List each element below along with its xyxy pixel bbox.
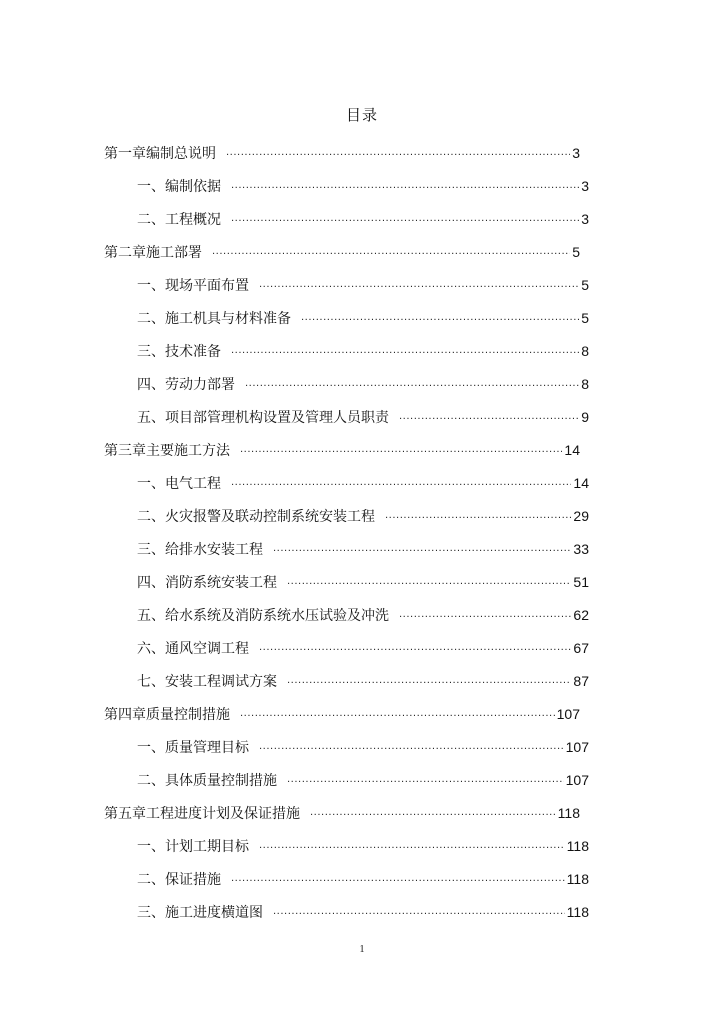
dot-leader (259, 641, 571, 655)
toc-entry-page: 9 (581, 408, 589, 425)
dot-leader (399, 608, 571, 622)
toc-entry-page: 107 (556, 705, 580, 722)
toc-entry-page: 14 (573, 474, 589, 491)
dot-leader (240, 443, 562, 457)
toc-entry-section[interactable] (0, 664, 589, 697)
dot-leader (231, 872, 565, 886)
dot-leader (212, 245, 570, 259)
toc-title: 目录 (345, 106, 378, 124)
toc-entry-page: 33 (573, 540, 589, 557)
toc-entry-label: 五、项目部管理机构设置及管理人员职责 (137, 409, 389, 426)
toc-entry-page: 5 (581, 309, 589, 326)
toc-entry-page: 118 (557, 804, 580, 821)
dot-leader (240, 707, 555, 721)
toc-entry-section[interactable] (0, 499, 589, 532)
toc-entry-label: 一、编制依据 (137, 178, 221, 195)
toc-entry-page: 118 (566, 837, 589, 854)
toc-entry-page: 118 (566, 870, 589, 887)
toc-entry-page: 5 (581, 276, 589, 293)
dot-leader (273, 905, 565, 919)
toc-entry-page: 14 (564, 441, 580, 458)
toc-entry-section[interactable] (0, 829, 589, 862)
toc-list (0, 136, 724, 928)
dot-leader (301, 311, 579, 325)
toc-entry-section[interactable] (0, 532, 589, 565)
toc-entry-chapter-3[interactable] (0, 433, 580, 466)
dot-leader (310, 806, 556, 820)
toc-entry-label: 第一章编制总说明 (104, 145, 216, 162)
toc-entry-label: 二、工程概况 (137, 211, 221, 228)
toc-entry-label: 二、火灾报警及联动控制系统安装工程 (137, 508, 375, 525)
toc-entry-section[interactable] (0, 334, 589, 367)
toc-entry-label: 一、质量管理目标 (137, 739, 249, 756)
toc-entry-section[interactable] (0, 268, 589, 301)
dot-leader (259, 278, 579, 292)
page-number: 1 (359, 944, 365, 955)
toc-entry-label: 二、具体质量控制措施 (137, 772, 277, 789)
dot-leader (385, 509, 571, 523)
toc-entry-section[interactable] (0, 400, 589, 433)
toc-entry-label: 第五章工程进度计划及保证措施 (104, 805, 300, 822)
dot-leader (231, 344, 579, 358)
toc-entry-section[interactable] (0, 367, 589, 400)
toc-entry-section[interactable] (0, 763, 589, 796)
toc-entry-label: 二、保证措施 (137, 871, 221, 888)
toc-entry-chapter-1[interactable] (0, 136, 580, 169)
toc-entry-label: 第三章主要施工方法 (104, 442, 230, 459)
toc-entry-page: 107 (565, 771, 589, 788)
toc-entry-label: 七、安装工程调试方案 (137, 673, 277, 690)
dot-leader (245, 377, 579, 391)
toc-entry-page: 87 (573, 672, 589, 689)
toc-entry-page: 5 (572, 243, 580, 260)
toc-entry-page: 3 (572, 144, 580, 161)
dot-leader (259, 839, 565, 853)
toc-entry-section[interactable] (0, 169, 589, 202)
toc-entry-page: 107 (565, 738, 589, 755)
toc-entry-chapter-5[interactable] (0, 796, 580, 829)
toc-entry-page: 3 (581, 210, 589, 227)
toc-entry-section[interactable] (0, 862, 589, 895)
toc-entry-label: 六、通风空调工程 (137, 640, 249, 657)
dot-leader (259, 740, 564, 754)
toc-entry-page: 29 (573, 507, 589, 524)
toc-entry-section[interactable] (0, 895, 589, 928)
dot-leader (287, 575, 571, 589)
toc-entry-label: 三、技术准备 (137, 343, 221, 360)
dot-leader (399, 410, 579, 424)
toc-entry-section[interactable] (0, 301, 589, 334)
toc-entry-label: 二、施工机具与材料准备 (137, 310, 291, 327)
toc-entry-section[interactable] (0, 598, 589, 631)
toc-entry-section[interactable] (0, 631, 589, 664)
dot-leader (231, 212, 579, 226)
toc-entry-section[interactable] (0, 565, 589, 598)
toc-entry-page: 3 (581, 177, 589, 194)
toc-entry-label: 三、施工进度横道图 (137, 904, 263, 921)
dot-leader (287, 674, 571, 688)
toc-entry-label: 一、现场平面布置 (137, 277, 249, 294)
dot-leader (287, 773, 564, 787)
toc-entry-label: 四、消防系统安装工程 (137, 574, 277, 591)
toc-entry-page: 51 (573, 573, 589, 590)
toc-entry-chapter-4[interactable] (0, 697, 580, 730)
toc-entry-page: 8 (581, 375, 589, 392)
toc-entry-section[interactable] (0, 202, 589, 235)
toc-entry-label: 一、电气工程 (137, 475, 221, 492)
toc-entry-label: 第二章施工部署 (104, 244, 202, 261)
toc-entry-page: 8 (581, 342, 589, 359)
dot-leader (226, 146, 570, 160)
toc-entry-page: 67 (573, 639, 589, 656)
toc-entry-section[interactable] (0, 466, 589, 499)
toc-entry-chapter-2[interactable] (0, 235, 580, 268)
dot-leader (273, 542, 571, 556)
toc-entry-section[interactable] (0, 730, 589, 763)
toc-entry-label: 三、给排水安装工程 (137, 541, 263, 558)
dot-leader (231, 179, 579, 193)
toc-entry-label: 一、计划工期目标 (137, 838, 249, 855)
toc-entry-label: 五、给水系统及消防系统水压试验及冲洗 (137, 607, 389, 624)
dot-leader (231, 476, 571, 490)
toc-entry-label: 第四章质量控制措施 (104, 706, 230, 723)
toc-entry-page: 62 (573, 606, 589, 623)
toc-entry-label: 四、劳动力部署 (137, 376, 235, 393)
toc-entry-page: 118 (566, 903, 589, 920)
